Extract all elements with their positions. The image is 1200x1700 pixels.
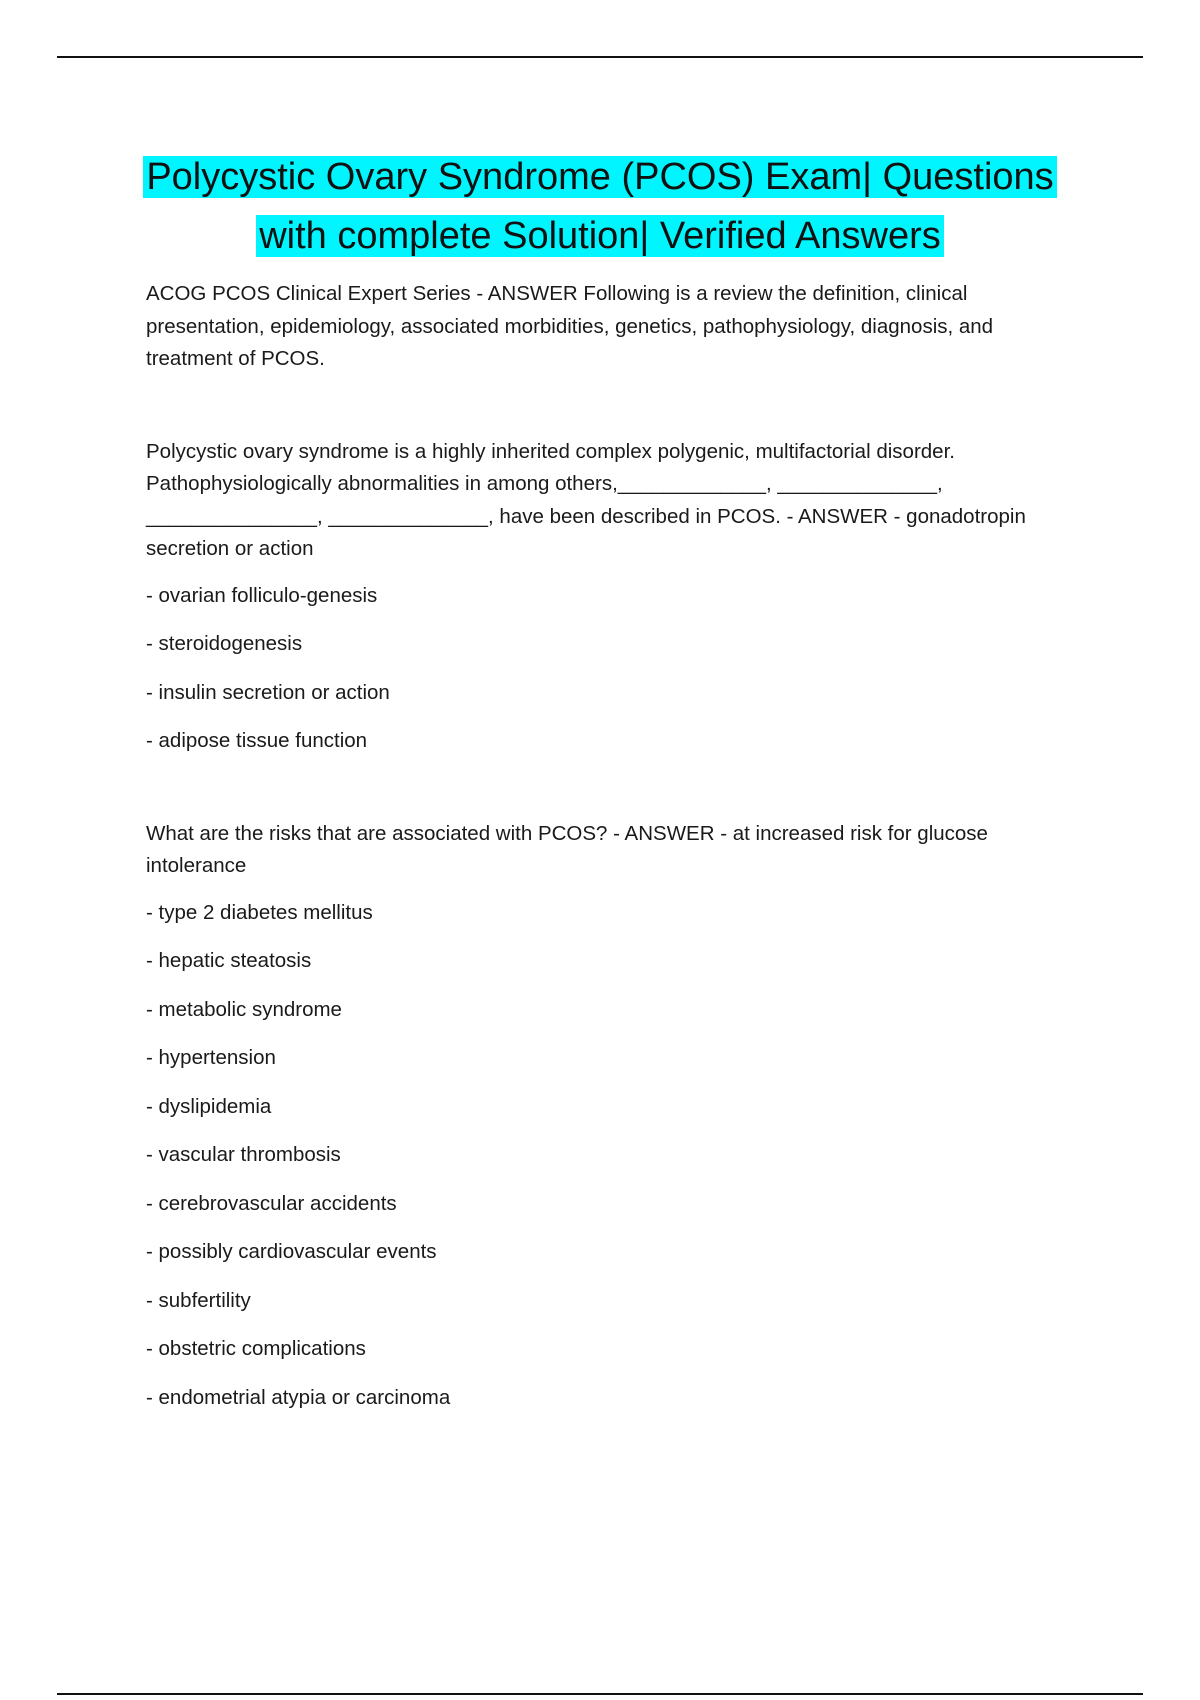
page-title [100, 148, 1100, 266]
question-1: Polycystic ovary syndrome is a highly inherited complex polygenic, multifactorial disorder. Pathophysiologically abnormalities in among others,_____________, ______________, _______________, ______________, have been described in PCOS. - ANSWER - gonadotropin secretion or action [146, 439, 1026, 560]
list-item: - type 2 diabetes mellitus [146, 900, 373, 924]
list-item: - vascular thrombosis [146, 1143, 341, 1166]
list-item: - insulin secretion or action [146, 680, 390, 704]
list-item: - ovarian folliculo-genesis [146, 583, 378, 607]
bottom-rule [57, 1693, 1143, 1695]
intro-paragraph: ACOG PCOS Clinical Expert Series - ANSWER Following is a review the definition, clinical presentation, epidemiology, associated morbidities, genetics, pathophysiology, diagnosis, and treatment of PCOS. [146, 282, 994, 370]
list-item: - metabolic syndrome [146, 997, 342, 1021]
list-item: - obstetric complications [146, 1337, 366, 1360]
top-rule [57, 56, 1143, 58]
list-item: - hepatic steatosis [146, 949, 312, 972]
list-item: - endometrial atypia or carcinoma [146, 1385, 451, 1409]
list-item: - steroidogenesis [146, 632, 303, 655]
list-item: - cerebrovascular accidents [146, 1191, 397, 1215]
list-item: - hypertension [146, 1046, 276, 1069]
answer-list-1 [146, 580, 1082, 758]
list-item: - dyslipidemia [146, 1094, 272, 1118]
answer-list-2 [146, 897, 1082, 1415]
list-item: - possibly cardiovascular events [146, 1240, 437, 1263]
document-body [146, 278, 1082, 1414]
question-2: What are the risks that are associated with PCOS? - ANSWER - at increased risk for glucose intolerance [146, 821, 988, 877]
list-item: - subfertility [146, 1288, 251, 1312]
title-line-2: with complete Solution| Verified Answers [256, 215, 944, 257]
title-line-1: Polycystic Ovary Syndrome (PCOS) Exam| Questions [143, 156, 1056, 198]
list-item: - adipose tissue function [146, 729, 368, 752]
